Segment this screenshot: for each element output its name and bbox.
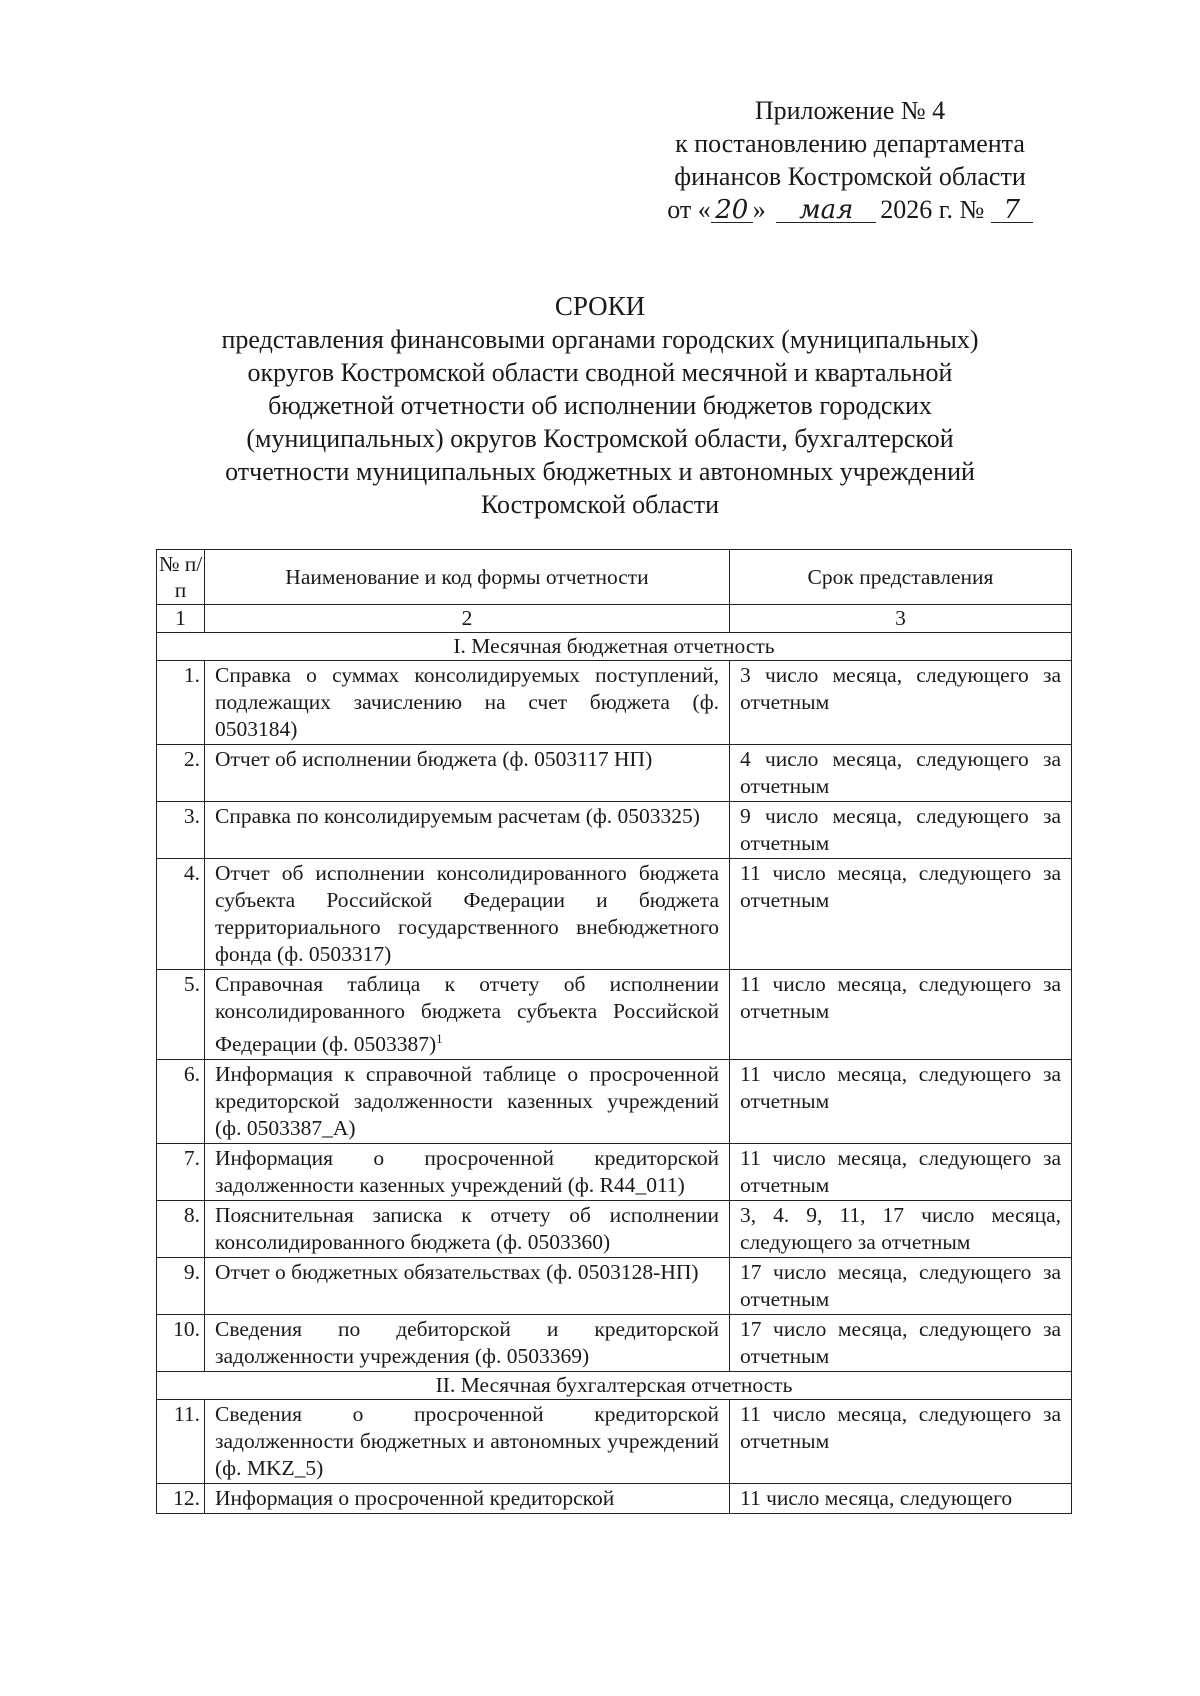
- row-number: 6.: [157, 1060, 205, 1144]
- table-row: [157, 970, 1072, 1060]
- appendix-block: [640, 94, 1060, 226]
- form-name: Пояснительная записка к отчету об исполнении консолидированного бюджета (ф. 0503360): [215, 1203, 719, 1255]
- form-name: Сведения по дебиторской и кредиторской задолженности учреждения (ф. 0503369): [215, 1317, 719, 1369]
- deadlines-table: [156, 549, 1072, 1514]
- row-number: 1.: [157, 661, 205, 745]
- table-row: [157, 1484, 1072, 1514]
- deadline: 3, 4. 9, 11, 17 число месяца, следующего за отчетным: [730, 1201, 1072, 1258]
- form-name: Информация к справочной таблице о просроченной кредиторской задолженности казенных учреждений (ф. 0503387_А): [215, 1062, 719, 1141]
- row-number: 4.: [157, 859, 205, 970]
- appendix-date-line: [640, 193, 1060, 226]
- row-number: 3.: [157, 802, 205, 859]
- table-row: [157, 1315, 1072, 1372]
- row-number: 7.: [157, 1144, 205, 1201]
- document-title: [150, 290, 1050, 521]
- form-name-cell: [205, 1144, 730, 1201]
- deadline: 11 число месяца, следующего за отчетным: [730, 1144, 1072, 1201]
- form-name: Сведения о просроченной кредиторской задолженности бюджетных и автономных учреждений (ф. MKZ_5): [215, 1402, 719, 1481]
- form-name-cell: [205, 859, 730, 970]
- column-number: 3: [730, 605, 1072, 633]
- decree-number-handwritten: 7: [991, 198, 1033, 223]
- date-year: 2026 г. №: [880, 195, 985, 224]
- footnote-mark: 1: [436, 1031, 443, 1046]
- form-name: Отчет об исполнении консолидированного бюджета субъекта Российской Федерации и бюджета территориального государственного внебюджетного фонда (ф. 0503317): [215, 861, 719, 966]
- column-number: 2: [205, 605, 730, 633]
- form-name-cell: [205, 1201, 730, 1258]
- deadline: 3 число месяца, следующего за отчетным: [730, 661, 1072, 745]
- form-name: Справка о суммах консолидируемых поступлений, подлежащих зачислению на счет бюджета (ф. 0503184): [215, 663, 719, 741]
- deadline: 17 число месяца, следующего за отчетным: [730, 1315, 1072, 1372]
- title-line: округов Костромской области сводной месячной и квартальной: [247, 358, 953, 387]
- title-line: отчетности муниципальных бюджетных и автономных учреждений: [225, 457, 975, 486]
- form-name-cell: [205, 1060, 730, 1144]
- row-number: 2.: [157, 745, 205, 802]
- section-row: [157, 633, 1072, 661]
- form-name: Отчет о бюджетных обязательствах (ф. 0503128-НП): [215, 1260, 699, 1285]
- title-line: Костромской области: [480, 490, 720, 519]
- table-row: [157, 1060, 1072, 1144]
- form-name-cell: [205, 1484, 730, 1514]
- deadline: 9 число месяца, следующего за отчетным: [730, 802, 1072, 859]
- table-row: [157, 859, 1072, 970]
- form-name: Отчет об исполнении бюджета (ф. 0503117 НП): [215, 747, 653, 771]
- header-number: № п/п: [157, 550, 205, 605]
- form-name-cell: [205, 1400, 730, 1484]
- section-title: II. Месячная бухгалтерская отчетность: [157, 1372, 1072, 1400]
- table-row: [157, 802, 1072, 859]
- appendix-title: Приложение № 4: [754, 96, 946, 125]
- header-deadline: Срок представления: [730, 550, 1072, 605]
- title-line: представления финансовыми органами городских (муниципальных): [221, 325, 979, 354]
- deadline: 17 число месяца, следующего за отчетным: [730, 1258, 1072, 1315]
- date-day-handwritten: 20: [711, 198, 753, 223]
- column-number: 1: [157, 605, 205, 633]
- form-name-cell: [205, 802, 730, 859]
- deadline: 11 число месяца, следующего за отчетным: [730, 970, 1072, 1060]
- deadline: 11 число месяца, следующего за отчетным: [730, 1400, 1072, 1484]
- table-row: [157, 1400, 1072, 1484]
- section-row: [157, 1372, 1072, 1400]
- row-number: 5.: [157, 970, 205, 1060]
- row-number: 12.: [157, 1484, 205, 1514]
- form-name-cell: [205, 1258, 730, 1315]
- section-title: I. Месячная бюджетная отчетность: [157, 633, 1072, 661]
- appendix-decree: к постановлению департамента: [675, 129, 1025, 158]
- deadline: 11 число месяца, следующего за отчетным: [730, 859, 1072, 970]
- title-line: (муниципальных) округов Костромской области, бухгалтерской: [246, 424, 954, 453]
- table-row: [157, 1201, 1072, 1258]
- table-row: [157, 661, 1072, 745]
- form-name-cell: [205, 970, 730, 1060]
- table-row: [157, 1258, 1072, 1315]
- date-month-handwritten: мая: [776, 198, 876, 223]
- form-name: Информация о просроченной кредиторской: [215, 1486, 615, 1511]
- table-header-row: [157, 550, 1072, 605]
- form-name: Справочная таблица к отчету об исполнении консолидированного бюджета субъекта Российской Федерации (ф. 0503387): [215, 972, 719, 1057]
- column-number-row: [157, 605, 1072, 633]
- row-number: 8.: [157, 1201, 205, 1258]
- appendix-department: финансов Костромской области: [674, 162, 1026, 191]
- date-mid: »: [752, 195, 766, 224]
- table-row: [157, 1144, 1072, 1201]
- deadline: 11 число месяца, следующего: [730, 1484, 1072, 1514]
- form-name-cell: [205, 745, 730, 802]
- deadline: 4 число месяца, следующего за отчетным: [730, 745, 1072, 802]
- title-line: бюджетной отчетности об исполнении бюджетов городских: [268, 391, 932, 420]
- form-name: Справка по консолидируемым расчетам (ф. 0503325): [215, 804, 700, 828]
- header-form-name: Наименование и код формы отчетности: [205, 550, 730, 605]
- deadline: 11 число месяца, следующего за отчетным: [730, 1060, 1072, 1144]
- row-number: 10.: [157, 1315, 205, 1372]
- row-number: 11.: [157, 1400, 205, 1484]
- form-name-cell: [205, 661, 730, 745]
- title-heading: СРОКИ: [554, 291, 646, 321]
- form-name-cell: [205, 1315, 730, 1372]
- form-name: Информация о просроченной кредиторской задолженности казенных учреждений (ф. R44_011): [215, 1146, 719, 1198]
- date-prefix: от «: [667, 195, 711, 224]
- table-row: [157, 745, 1072, 802]
- row-number: 9.: [157, 1258, 205, 1315]
